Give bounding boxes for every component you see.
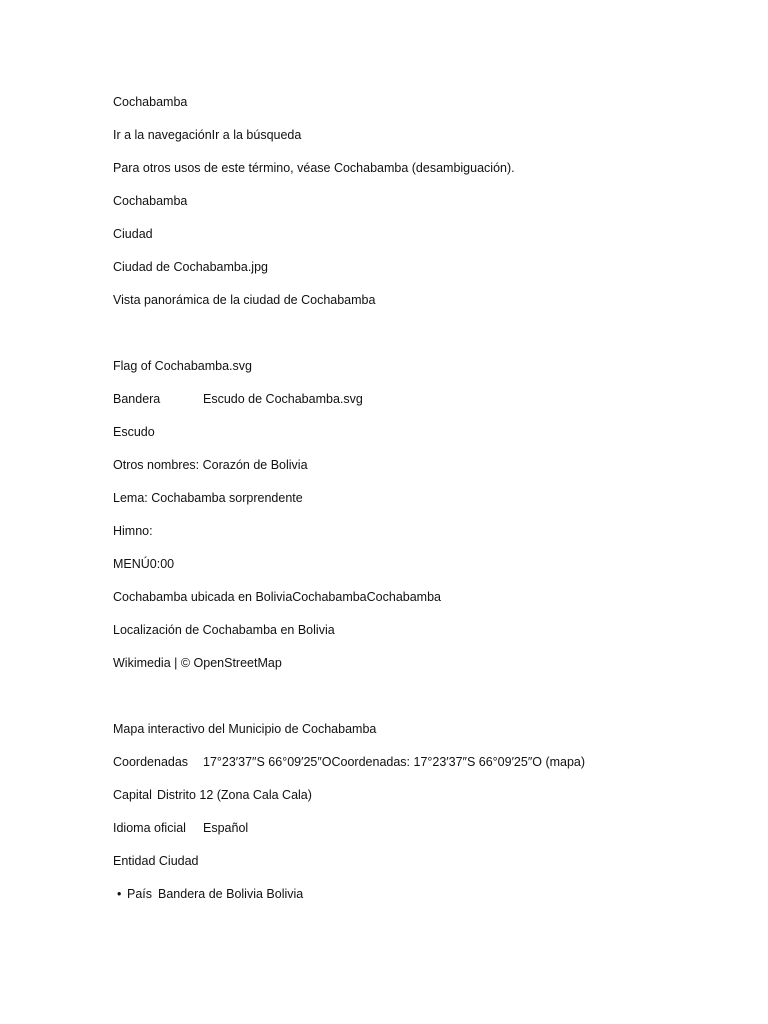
language-row bbox=[113, 820, 733, 836]
shield-label: Escudo bbox=[113, 425, 155, 439]
entity-row bbox=[113, 853, 733, 869]
entity-label: Entidad bbox=[113, 854, 156, 868]
bullet-icon: • bbox=[117, 887, 122, 901]
country-value: Bandera de Bolivia Bolivia bbox=[158, 887, 304, 901]
disambiguation-text: Para otros usos de este término, véase Cochabamba (desambiguación). bbox=[113, 161, 515, 175]
coordinates-row bbox=[113, 754, 733, 770]
document-page bbox=[113, 94, 733, 919]
language-label: Idioma oficial bbox=[113, 821, 186, 835]
flag-file-name: Flag of Cochabamba.svg bbox=[113, 359, 252, 373]
motto: Lema: Cochabamba sorprendente bbox=[113, 491, 303, 505]
image-caption: Vista panorámica de la ciudad de Cochabamba bbox=[113, 293, 376, 307]
blank-line bbox=[113, 688, 733, 704]
coordinates-label: Coordenadas bbox=[113, 755, 189, 769]
city-name: Cochabamba bbox=[113, 194, 188, 208]
blank-line bbox=[113, 325, 733, 341]
country-row bbox=[113, 886, 733, 902]
image-file-name: Ciudad de Cochabamba.jpg bbox=[113, 260, 268, 274]
city-type: Ciudad bbox=[113, 227, 153, 241]
other-names: Otros nombres: Corazón de Bolivia bbox=[113, 458, 308, 472]
flag-label: Bandera bbox=[113, 392, 161, 406]
capital-label: Capital bbox=[113, 788, 152, 802]
menu-audio: MENÚ0:00 bbox=[113, 557, 175, 571]
coordinates-value: 17°23′37″S 66°09′25″OCoordenadas: 17°23′37″S 66°09′25″O (mapa) bbox=[203, 755, 586, 769]
map-credit: Wikimedia | © OpenStreetMap bbox=[113, 656, 282, 670]
interactive-map-text: Mapa interactivo del Municipio de Cochabamba bbox=[113, 722, 377, 736]
document-title: Cochabamba bbox=[113, 95, 188, 109]
flag-shield-row bbox=[113, 391, 733, 407]
location-text: Cochabamba ubicada en BoliviaCochabambaCochabamba bbox=[113, 590, 441, 604]
capital-value: Distrito 12 (Zona Cala Cala) bbox=[157, 788, 312, 802]
anthem: Himno: bbox=[113, 524, 153, 538]
shield-file-name: Escudo de Cochabamba.svg bbox=[203, 392, 363, 406]
capital-row bbox=[113, 787, 733, 803]
nav-links-text: Ir a la navegaciónIr a la búsqueda bbox=[113, 128, 302, 142]
localization-text: Localización de Cochabamba en Bolivia bbox=[113, 623, 335, 637]
entity-value: Ciudad bbox=[158, 854, 199, 868]
language-value: Español bbox=[203, 821, 249, 835]
country-label: País bbox=[127, 887, 153, 901]
